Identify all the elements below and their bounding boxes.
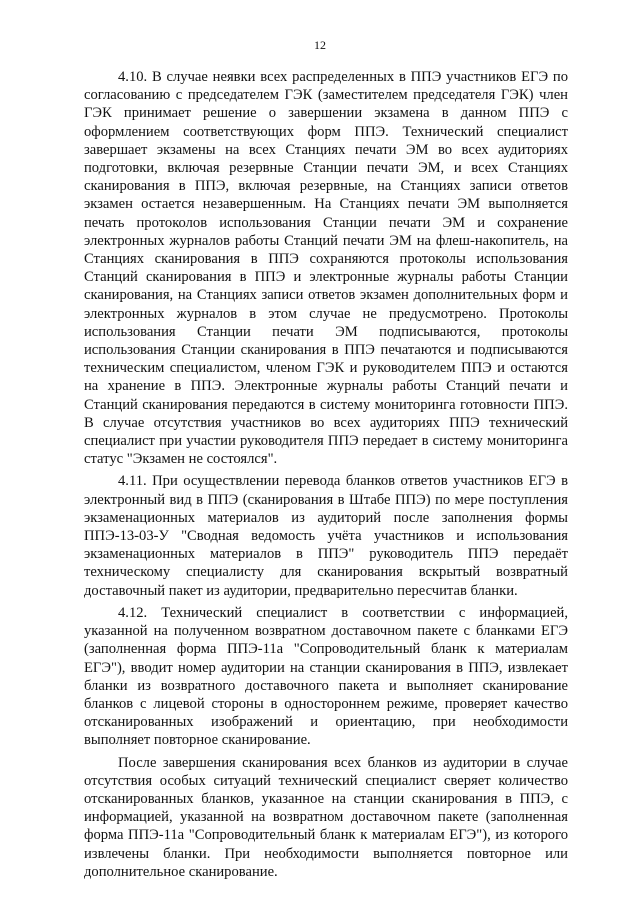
paragraph-4-11: 4.11. При осуществлении перевода бланков ответов участников ЕГЭ в электронный вид в ППЭ (сканирования в Штабе ППЭ) по мере поступления экзаменационных материалов из аудиторий после заполнения формы ППЭ-13-03-У "Сводная ведомость учёта участников и использования экзаменационных материалов в ППЭ" руководитель ППЭ передаёт техническому специалисту для сканирования вскрытый возвратный доставочный пакет из аудитории, предварительно пересчитав бланки. — [84, 473, 568, 599]
paragraph-4-10: 4.10. В случае неявки всех распределенных в ППЭ участников ЕГЭ по согласованию с председателем ГЭК (заместителем председателя ГЭК) член ГЭК принимает решение о завершении экзамена в данном ППЭ с оформлением соответствующих форм ППЭ. Технический специалист завершает экзамены на всех Станциях печати ЭМ во всех аудиториях подготовки, включая резервные Станции печати ЭМ, и всех Станциях сканирования в ППЭ, включая резервные, на Станциях записи ответов экзамен остается незавершенным. На Станциях печати ЭМ выполняется печать протоколов использования Станции печати ЭМ и сохранение электронных журналов работы Станций печати ЭМ на флеш-накопитель, на Станциях сканирования в ППЭ сохраняются протоколы использования Станций сканирования в ППЭ и электронные журналы работы Станции сканирования, на Станциях записи ответов экзамен дополнительных форм и электронных журналов в этом случае не предусмотрено. Протоколы использования Станции печати ЭМ подписываются, протоколы использования Станции сканирования в ППЭ печатаются и подписываются техническим специалистом, членом ГЭК и руководителем ППЭ и остаются на хранение в ППЭ. Электронные журналы работы Станций печати и Станций сканирования передаются в систему мониторинга готовности ППЭ. В случае отсутствия участников во всех аудиториях ППЭ технический специалист при участии руководителя ППЭ передает в систему мониторинга статус "Экзамен не состоялся". — [84, 69, 568, 468]
paragraph-4-12: 4.12. Технический специалист в соответствии с информацией, указанной на полученном возвратном доставочном пакете с бланками ЕГЭ (заполненная форма ППЭ-11а "Сопроводительный бланк к материалам ЕГЭ"), вводит номер аудитории на станции сканирования в ППЭ, извлекает бланки из возвратного доставочного пакета и выполняет сканирование бланков с лицевой стороны в одностороннем режиме, проверяет качество отсканированных изображений и ориентацию, при необходимости выполняет повторное сканирование. — [84, 604, 568, 749]
page-number: 12 — [314, 38, 326, 52]
paragraph-after-scanning: После завершения сканирования всех бланков из аудитории в случае отсутствия особых ситуаций технический специалист сверяет количество отсканированных бланков, указанное на станции сканирования в ППЭ, с информацией, указанной на возвратном доставочном пакете (заполненная форма ППЭ-11а "Сопроводительный бланк к материалам ЕГЭ"), из которого извлечены бланки. При необходимости выполняется повторное или дополнительное сканирование. — [84, 754, 568, 880]
document-body — [84, 68, 568, 885]
